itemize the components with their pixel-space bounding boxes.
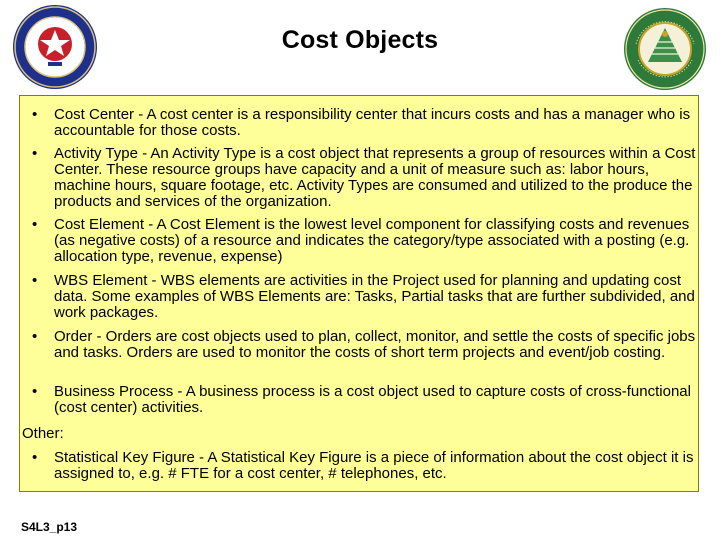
army-resource-management-seal-icon [622, 6, 708, 92]
slide-footer-id: S4L3_p13 [21, 520, 78, 534]
bullet-marker: • [32, 216, 38, 233]
bullet-text: Cost Element - A Cost Element is the lowest level component for classifying costs and revenues (as negative costs) of a resource and indicates the category/type associated with a posting (e.g. allocation type, revenue, expense) [54, 216, 690, 265]
bullet-marker: • [32, 449, 38, 466]
bullet-marker: • [32, 272, 38, 289]
page-title: Cost Objects [281, 26, 439, 54]
other-heading: Other: [22, 425, 64, 442]
bullet-text: Activity Type - An Activity Type is a cost object that represents a group of resources within a Cost Center. These resource groups have capacity and a unit of measure such as: labor hours, machine hours, square footage, etc. Activity Types are consumed and utilized to the produce the products and services of the organization. [54, 145, 696, 210]
bullet-marker: • [32, 328, 38, 345]
bullet-item-wbs-element [28, 273, 696, 321]
bullet-text: Business Process - A business process is a cost object used to capture costs of cross-functional (cost center) activities. [54, 383, 691, 416]
bullet-text: Cost Center - A cost center is a responsibility center that incurs costs and has a manager who is accountable for those costs. [54, 106, 691, 139]
bullet-marker: • [32, 383, 38, 400]
bullet-item-business-process [28, 384, 696, 416]
bullet-item-activity-type [28, 146, 696, 210]
bullet-item-cost-center [28, 107, 696, 139]
bullet-text: Statistical Key Figure - A Statistical Key Figure is a piece of information about the cost object it is assigned to, e.g. # FTE for a cost center, # telephones, etc. [54, 449, 694, 482]
bullet-marker: • [32, 145, 38, 162]
content-panel [19, 95, 699, 492]
bullet-text: Order - Orders are cost objects used to plan, collect, monitor, and settle the costs of specific jobs and tasks. Orders are used to monitor the costs of short term projects and event/job costing. [54, 328, 696, 361]
bullet-marker: • [32, 106, 38, 123]
bullet-item-statistical-key-figure [28, 450, 696, 482]
bullet-text: WBS Element - WBS elements are activities in the Project used for planning and updating cost data. Some examples of WBS Elements are: Tasks, Partial tasks that are further subdivided, and work packages. [54, 272, 695, 321]
bullet-item-order [28, 329, 696, 361]
bullet-item-cost-element [28, 217, 696, 265]
